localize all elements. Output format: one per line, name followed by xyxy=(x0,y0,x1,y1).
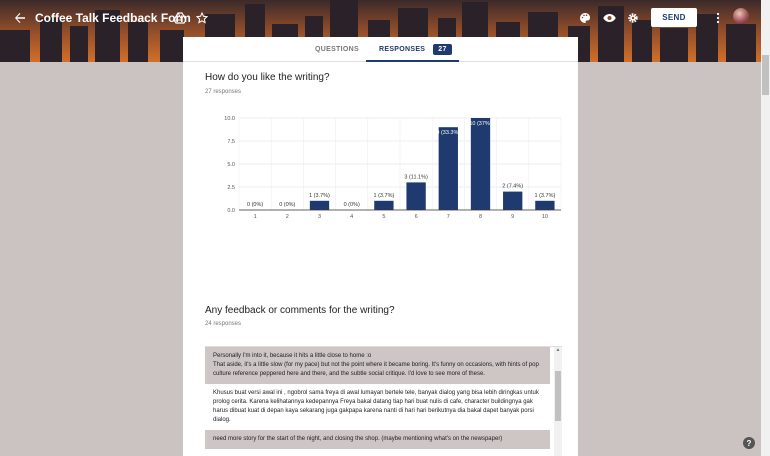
writing-rating-bar-chart xyxy=(183,102,578,232)
tab-questions-label: QUESTIONS xyxy=(315,46,359,53)
feedback-response-list[interactable] xyxy=(205,346,562,456)
question-response-count: 27 responses xyxy=(205,89,242,95)
bar xyxy=(439,127,458,210)
bar xyxy=(503,192,522,210)
data-label: 0 (0%) xyxy=(246,202,264,208)
palette-icon[interactable] xyxy=(573,6,597,30)
send-button[interactable]: SEND xyxy=(651,8,697,27)
data-label: 3 (11.1%) xyxy=(404,174,428,181)
data-label: 9 (33.3%) xyxy=(436,130,461,137)
list-scrollbar[interactable] xyxy=(554,347,562,456)
feedback-question-title: Any feedback or comments for the writing? xyxy=(205,305,395,316)
y-tick-label: 5.0 xyxy=(227,162,235,168)
list-item: Personally I'm into it, because it hits a little close to home :o That aside, it's a little slow (for my pace) but not the point where it became boring. It's funny on occasions, with hints of pop culture reference peppered here and there, and the subtle social critique. I'd love to see more of these. xyxy=(205,347,550,384)
form-tabs xyxy=(183,37,578,62)
data-label: 2 (7.4%) xyxy=(502,183,524,190)
bar xyxy=(471,118,490,210)
gear-icon[interactable] xyxy=(621,6,645,30)
scroll-up-icon[interactable]: ▲ xyxy=(555,347,561,353)
form-title[interactable]: Coffee Talk Feedback Form xyxy=(35,11,191,25)
x-tick-label: 7 xyxy=(446,214,450,220)
response-count-badge: 27 xyxy=(433,44,451,55)
tab-responses-label: RESPONSES xyxy=(379,46,426,53)
data-label: 10 (37%) xyxy=(469,121,492,127)
y-tick-label: 7.5 xyxy=(227,139,235,145)
more-vert-icon[interactable] xyxy=(706,6,730,30)
bar xyxy=(374,201,393,210)
y-tick-label: 0.0 xyxy=(227,208,235,214)
data-label: 0 (0%) xyxy=(279,202,296,208)
x-tick-label: 10 xyxy=(541,214,548,220)
list-scroll-thumb[interactable] xyxy=(555,371,561,421)
data-label: 1 (3.7%) xyxy=(309,192,330,199)
x-tick-label: 4 xyxy=(350,214,354,220)
star-icon[interactable] xyxy=(190,6,214,30)
data-label: 1 (3.7%) xyxy=(373,192,395,199)
x-tick-label: 5 xyxy=(382,214,386,220)
arrow-back-icon[interactable] xyxy=(8,6,32,30)
tab-questions[interactable] xyxy=(315,37,359,62)
tab-responses[interactable] xyxy=(379,37,452,62)
x-tick-label: 6 xyxy=(414,214,418,220)
page-scroll-thumb[interactable] xyxy=(762,55,769,95)
data-label: 1 (3.7%) xyxy=(534,192,556,199)
bar xyxy=(406,182,425,210)
x-tick-label: 8 xyxy=(478,214,483,220)
y-tick-label: 2.5 xyxy=(227,185,235,191)
data-label: 0 (0%) xyxy=(343,202,360,208)
bar xyxy=(535,201,554,210)
x-tick-label: 1 xyxy=(253,214,257,220)
list-item: Khusus buat versi awal ini , ngobrol sama freya di awal lumayan bertele tele, banyak dialog yang bisa lebih diringkas untuk prolog cerita. Karena kelihatannya kedepannya Freya bakal datang tiap hari buat nulis di cafe, character buildingnya gak harus dibuat kuat di depan kaya sekarang juga gakpapa karena nanti di hari hari berikutnya dia bakal dapet banyak porsi dialog. xyxy=(205,384,550,430)
x-tick-label: 2 xyxy=(285,214,289,220)
feedback-response-count: 24 responses xyxy=(205,321,242,327)
responses-card xyxy=(183,62,578,456)
eye-icon[interactable] xyxy=(597,6,621,30)
list-item: need more story for the start of the night, and closing the shop. (maybe mentioning what's on the newspaper) xyxy=(205,430,550,449)
page-scrollbar[interactable] xyxy=(761,0,770,456)
y-tick-label: 10.0 xyxy=(224,116,235,122)
x-tick-label: 9 xyxy=(511,214,515,220)
x-tick-label: 3 xyxy=(317,214,322,220)
bar xyxy=(310,201,329,210)
help-button[interactable]: ? xyxy=(743,437,755,449)
question-title: How do you like the writing? xyxy=(205,72,330,83)
avatar[interactable] xyxy=(733,8,749,24)
drive-icon[interactable] xyxy=(168,6,192,30)
